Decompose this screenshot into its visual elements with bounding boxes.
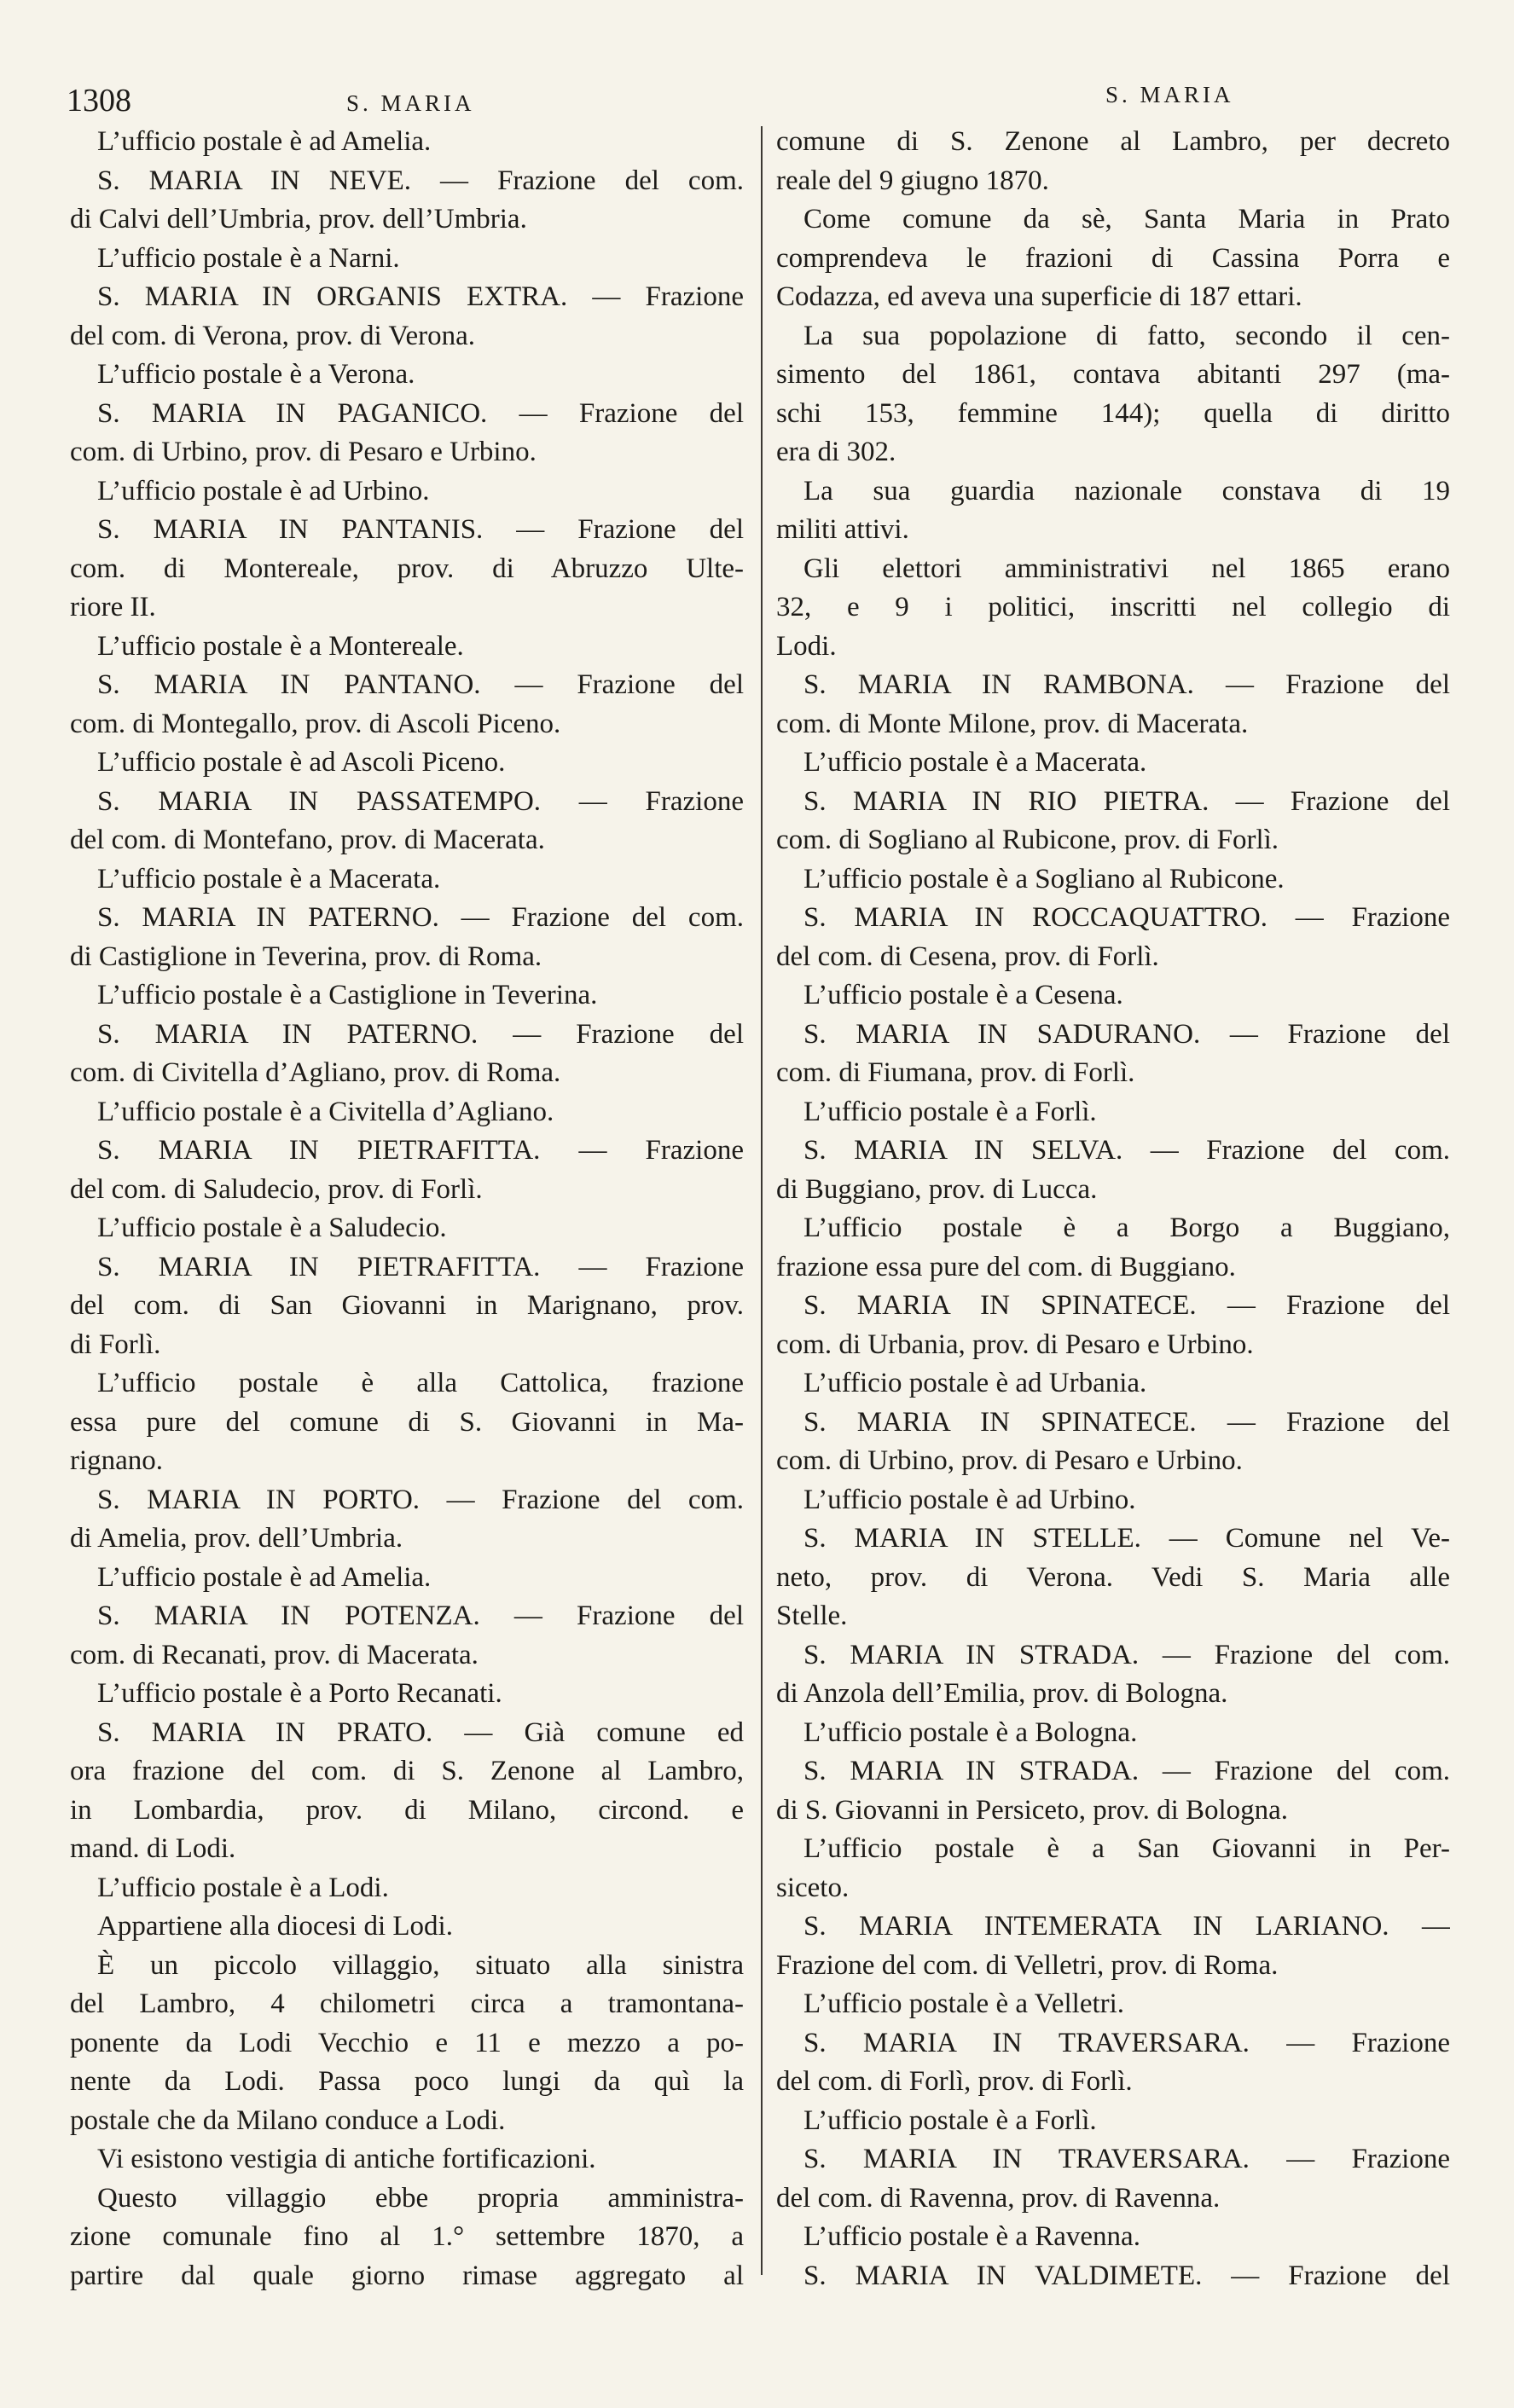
text-line: L’ufficio postale è ad Amelia. (97, 1561, 432, 1593)
text-line: L’ufficio postale è a San Giovanni in Per- (803, 1833, 1450, 1864)
text-line: del Lambro, 4 chilometri circa a tramontana- (70, 1988, 744, 2019)
text-line: essa pure del comune di S. Giovanni in Ma- (70, 1406, 744, 1438)
text-line: del com. di Montefano, prov. di Macerata. (70, 825, 545, 855)
text-line: del com. di Cesena, prov. di Forlì. (776, 941, 1159, 972)
text-line: L’ufficio postale è a Ravenna. (803, 2221, 1140, 2252)
text-line: del com. di Ravenna, prov. di Ravenna. (776, 2182, 1221, 2214)
text-line: com. di Fiumana, prov. di Forlì. (776, 1057, 1135, 1088)
text-line: S. MARIA IN PASSATEMPO. — Frazione (97, 785, 744, 817)
text-line: com. di Recanati, prov. di Macerata. (70, 1639, 479, 1670)
text-line: S. MARIA IN POTENZA. — Frazione del (97, 1601, 744, 1631)
text-line: S. MARIA IN ROCCAQUATTRO. — Frazione (803, 902, 1450, 933)
text-line: L’ufficio postale è a Bologna. (803, 1716, 1138, 1748)
text-line: L’ufficio postale è a Sogliano al Rubicone. (803, 863, 1285, 894)
text-line: di Buggiano, prov. di Lucca. (776, 1173, 1098, 1205)
right-column (776, 123, 1450, 2295)
text-line: Lodi. (776, 630, 837, 662)
text-line: S. MARIA IN SADURANO. — Frazione del (803, 1018, 1450, 1050)
text-line: di S. Giovanni in Persiceto, prov. di Bologna. (776, 1794, 1289, 1826)
text-line: L’ufficio postale è ad Urbino. (97, 475, 430, 506)
text-line: S. MARIA IN PIETRAFITTA. — Frazione (97, 1135, 744, 1166)
text-line: di Calvi dell’Umbria, prov. dell’Umbria. (70, 204, 527, 234)
text-line: L’ufficio postale è ad Ascoli Piceno. (97, 747, 506, 778)
text-line: S. MARIA IN PANTANIS. — Frazione del (97, 514, 744, 545)
text-line: S. MARIA IN RIO PIETRA. — Frazione del (803, 785, 1450, 817)
text-line: S. MARIA IN TRAVERSARA. — Frazione (803, 2144, 1450, 2174)
text-line: L’ufficio postale è ad Urbania. (803, 1368, 1147, 1398)
text-line: com. di Monte Milone, prov. di Macerata. (776, 708, 1249, 739)
text-line: S. MARIA IN VALDIMETE. — Frazione del (803, 2260, 1450, 2291)
text-line: di Amelia, prov. dell’Umbria. (70, 1523, 403, 1554)
text-line: comune di S. Zenone al Lambro, per decreto (776, 126, 1450, 157)
text-line: Questo villaggio ebbe propria amministra- (97, 2182, 744, 2214)
running-head-left: S. MARIA (346, 90, 475, 116)
text-line: ora frazione del com. di S. Zenone al Lambro, (70, 1756, 744, 1786)
text-line: 32, e 9 i politici, inscritti nel collegio di (776, 592, 1450, 622)
text-line: S. MARIA IN PATERNO. — Frazione del com. (97, 902, 744, 933)
text-line: di Castiglione in Teverina, prov. di Roma. (70, 941, 542, 972)
text-line: L’ufficio postale è a Narni. (97, 242, 400, 274)
text-line: com. di Montegallo, prov. di Ascoli Piceno. (70, 708, 561, 739)
column-divider (761, 126, 763, 2275)
text-line: S. MARIA IN PATERNO. — Frazione del (97, 1018, 744, 1050)
text-line: del com. di Forlì, prov. di Forlì. (776, 2066, 1133, 2097)
text-line: in Lombardia, prov. di Milano, circond. e (70, 1794, 744, 1826)
text-line: S. MARIA INTEMERATA IN LARIANO. — (803, 1911, 1450, 1942)
text-line: S. MARIA IN STRADA. — Frazione del com. (803, 1639, 1450, 1670)
text-line: Vi esistono vestigia di antiche fortificazioni. (97, 2144, 596, 2174)
text-line: zione comunale fino al 1.° settembre 1870, a (70, 2221, 744, 2252)
text-line: S. MARIA IN SPINATECE. — Frazione del (803, 1290, 1450, 1321)
text-line: riore II. (70, 592, 156, 622)
text-line: di Forlì. (70, 1328, 161, 1360)
text-line: S. MARIA IN PRATO. — Già comune ed (97, 1716, 744, 1748)
text-line: S. MARIA IN PIETRAFITTA. — Frazione (97, 1251, 744, 1282)
text-line: La sua popolazione di fatto, secondo il cen- (803, 320, 1450, 351)
text-line: Frazione del com. di Velletri, prov. di Roma. (776, 1949, 1279, 1981)
text-line: L’ufficio postale è a Civitella d’Agliano. (97, 1096, 554, 1127)
text-line: Codazza, ed aveva una superficie di 187 ettari. (776, 281, 1302, 312)
text-line: S. MARIA IN PORTO. — Frazione del com. (97, 1484, 744, 1515)
text-line: La sua guardia nazionale constava di 19 (803, 475, 1450, 506)
text-line: rignano. (70, 1445, 164, 1476)
text-line: L’ufficio postale è a Macerata. (803, 747, 1147, 778)
text-line: com. di Urbino, prov. di Pesaro e Urbino. (70, 437, 537, 467)
text-line: del com. di Verona, prov. di Verona. (70, 320, 476, 351)
text-line: L’ufficio postale è a Lodi. (97, 1872, 389, 1903)
text-line: siceto. (776, 1872, 850, 1903)
text-line: L’ufficio postale è a Forlì. (803, 2104, 1097, 2136)
text-line: com. di Urbania, prov. di Pesaro e Urbino. (776, 1328, 1254, 1360)
text-line: L’ufficio postale è a Montereale. (97, 630, 464, 662)
text-line: L’ufficio postale è a Porto Recanati. (97, 1678, 502, 1709)
text-line: L’ufficio postale è ad Amelia. (97, 126, 432, 157)
text-line: L’ufficio postale è a Castiglione in Teverina. (97, 980, 598, 1010)
text-line: S. MARIA IN SELVA. — Frazione del com. (803, 1135, 1450, 1166)
text-line: S. MARIA IN PAGANICO. — Frazione del (97, 397, 744, 429)
text-line: nente da Lodi. Passa poco lungi da quì la (70, 2066, 744, 2097)
text-line: ponente da Lodi Vecchio e 11 e mezzo a po- (70, 2027, 744, 2058)
text-line: frazione essa pure del com. di Buggiano. (776, 1251, 1236, 1282)
text-line: L’ufficio postale è a Macerata. (97, 863, 441, 894)
text-line: schi 153, femmine 144); quella di diritto (776, 397, 1450, 429)
text-line: L’ufficio postale è a Velletri. (803, 1988, 1125, 2019)
text-line: S. MARIA IN NEVE. — Frazione del com. (97, 165, 744, 196)
running-head-right: S. MARIA (1105, 82, 1234, 107)
text-line: partire dal quale giorno rimase aggregato al (70, 2260, 744, 2291)
text-line: L’ufficio postale è a Forlì. (803, 1096, 1097, 1127)
text-line: reale del 9 giugno 1870. (776, 165, 1049, 196)
text-line: com. di Urbino, prov. di Pesaro e Urbino. (776, 1445, 1243, 1476)
text-line: com. di Sogliano al Rubicone, prov. di Forlì. (776, 825, 1279, 855)
text-line: S. MARIA IN ORGANIS EXTRA. — Frazione (97, 281, 744, 312)
text-line: comprendeva le frazioni di Cassina Porra e (776, 242, 1450, 274)
text-line: mand. di Lodi. (70, 1833, 236, 1864)
text-line: L’ufficio postale è a Saludecio. (97, 1213, 447, 1243)
text-line: militi attivi. (776, 514, 909, 545)
text-line: Come comune da sè, Santa Maria in Prato (803, 204, 1450, 234)
text-line: era di 302. (776, 437, 896, 467)
text-line: S. MARIA IN PANTANO. — Frazione del (97, 669, 744, 700)
text-line: S. MARIA IN TRAVERSARA. — Frazione (803, 2027, 1450, 2058)
text-line: del com. di San Giovanni in Marignano, prov. (70, 1290, 744, 1321)
text-line: S. MARIA IN STELLE. — Comune nel Ve- (803, 1523, 1450, 1554)
text-line: S. MARIA IN RAMBONA. — Frazione del (803, 669, 1450, 700)
text-line: S. MARIA IN STRADA. — Frazione del com. (803, 1756, 1450, 1786)
text-line: postale che da Milano conduce a Lodi. (70, 2104, 506, 2136)
text-line: L’ufficio postale è a Verona. (97, 359, 415, 390)
text-line: neto, prov. di Verona. Vedi S. Maria alle (776, 1561, 1450, 1593)
text-line: S. MARIA IN SPINATECE. — Frazione del (803, 1406, 1450, 1438)
text-line: del com. di Saludecio, prov. di Forlì. (70, 1173, 483, 1205)
text-line: Appartiene alla diocesi di Lodi. (97, 1911, 453, 1942)
text-line: Stelle. (776, 1601, 848, 1631)
text-line: È un piccolo villaggio, situato alla sinistra (97, 1949, 744, 1981)
text-line: simento del 1861, contava abitanti 297 (ma- (776, 359, 1450, 390)
text-line: di Anzola dell’Emilia, prov. di Bologna. (776, 1678, 1228, 1709)
text-line: L’ufficio postale è a Cesena. (803, 980, 1123, 1010)
text-line: com. di Civitella d’Agliano, prov. di Roma. (70, 1057, 561, 1088)
text-line: Gli elettori amministrativi nel 1865 erano (803, 553, 1450, 584)
text-line: L’ufficio postale è ad Urbino. (803, 1484, 1136, 1515)
page-number: 1308 (67, 83, 131, 119)
left-column (70, 123, 744, 2295)
text-line: L’ufficio postale è a Borgo a Buggiano, (803, 1213, 1450, 1243)
text-line: L’ufficio postale è alla Cattolica, frazione (97, 1368, 744, 1398)
text-line: com. di Montereale, prov. di Abruzzo Ulte- (70, 553, 744, 584)
